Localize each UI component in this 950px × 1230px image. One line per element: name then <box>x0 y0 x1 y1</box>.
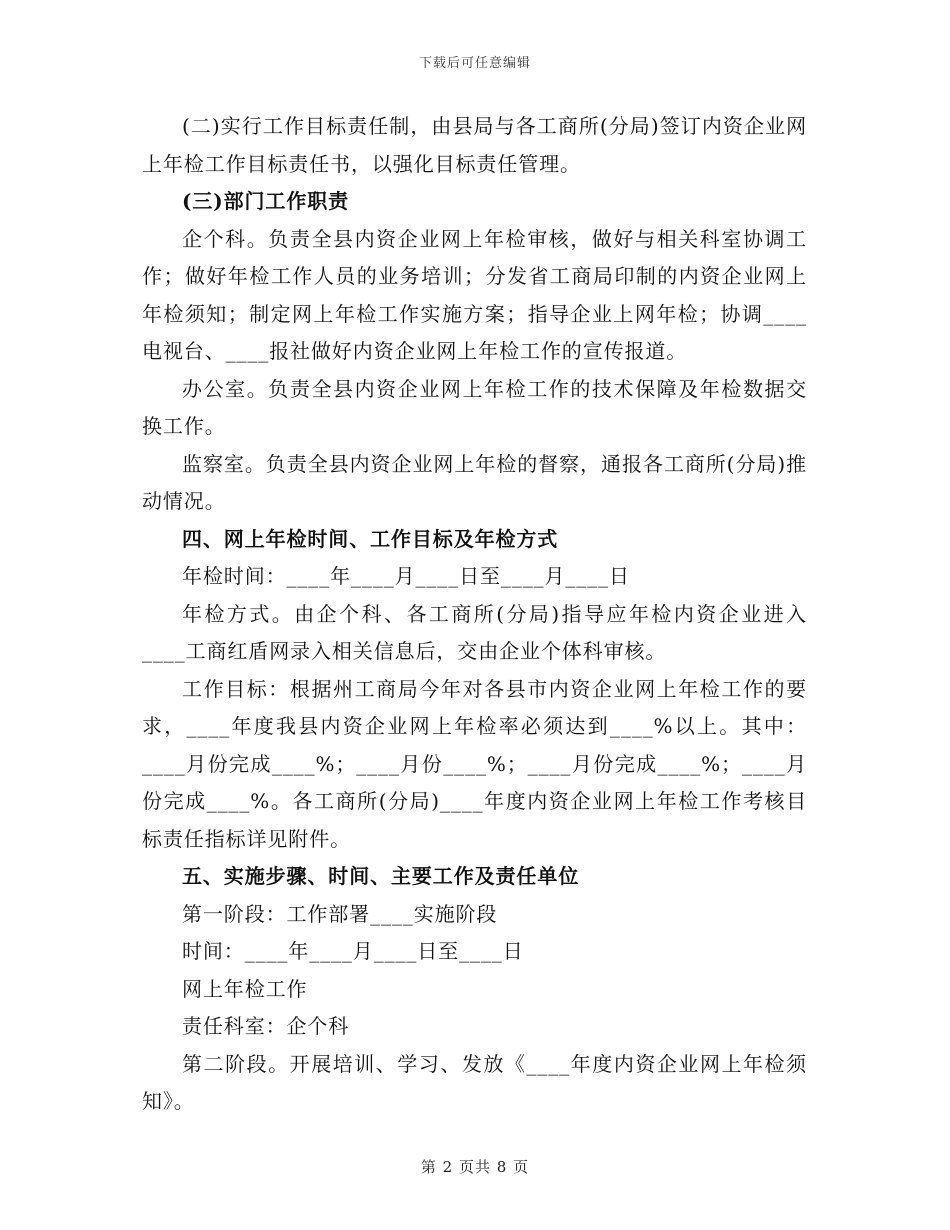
document-body <box>142 108 807 1121</box>
paragraph-enterprise-section: 企个科。负责全县内资企业网上年检审核，做好与相关科室协调工作；做好年检工作人员的业务培训；分发省工商局印制的内资企业网上年检须知；制定网上年检工作实施方案；指导企业上网年检；协调____电视台、____报社做好内资企业网上年检工作的宣传报道。 <box>142 226 807 363</box>
paragraph-online-inspection: 网上年检工作 <box>182 976 308 1001</box>
paragraph-responsible-section: 责任科室：企个科 <box>182 1014 350 1038</box>
heading-section-four: 四、网上年检时间、工作目标及年检方式 <box>182 526 559 551</box>
page-footer: 第 2 页共 8 页 <box>420 1158 530 1176</box>
paragraph-inspection-method: 年检方式。由企个科、各工商所(分局)指导应年检内资企业进入____工商红盾网录入相关信息后，交由企业个体科审核。 <box>142 601 807 663</box>
paragraph-supervision-office: 监察室。负责全县内资企业网上年检的督察，通报各工商所(分局)推动情况。 <box>142 451 807 513</box>
heading-section-five: 五、实施步骤、时间、主要工作及责任单位 <box>182 864 580 888</box>
heading-department-duties: (三)部门工作职责 <box>182 189 350 213</box>
paragraph-target-responsibility: (二)实行工作目标责任制，由县局与各工商所(分局)签订内资企业网上年检工作目标责任书，以强化目标责任管理。 <box>142 114 807 176</box>
paragraph-inspection-time: 年检时间：____年____月____日至____月____日 <box>182 564 630 588</box>
paragraph-stage-two: 第二阶段。开展培训、学习、发放《____年度内资企业网上年检须知》。 <box>142 1051 807 1113</box>
paragraph-office: 办公室。负责全县内资企业网上年检工作的技术保障及年检数据交换工作。 <box>142 376 807 438</box>
paragraph-stage-one-time: 时间：____年____月____日至____日 <box>182 939 524 963</box>
paragraph-work-target: 工作目标：根据州工商局今年对各县市内资企业网上年检工作的要求，____年度我县内资企业网上年检率必须达到____%以上。其中：____月份完成____%；____月份____%；____月份完成____%；____月份完成____%。各工商所(分局)____年度内资企业网上年检工作考核目标责任指标详见附件。 <box>142 676 807 851</box>
page-header: 下载后可任意编辑 <box>418 56 531 71</box>
paragraph-stage-one: 第一阶段：工作部署____实施阶段 <box>182 901 498 926</box>
